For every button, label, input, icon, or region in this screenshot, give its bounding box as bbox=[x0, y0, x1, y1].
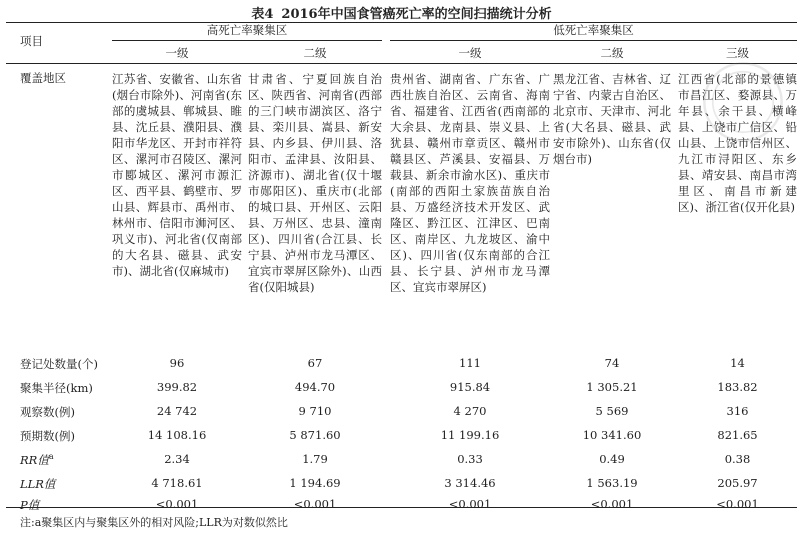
value-cell: 316 bbox=[726, 404, 749, 418]
value-cell: 11 199.16 bbox=[440, 428, 500, 442]
value-cell: 74 bbox=[604, 356, 620, 370]
value-cell: 4 270 bbox=[453, 404, 487, 418]
value-cell: 3 314.46 bbox=[444, 476, 496, 490]
value-cell: 0.49 bbox=[599, 452, 625, 466]
value-cell: 4 718.61 bbox=[151, 476, 203, 490]
value-cell: 9 710 bbox=[298, 404, 332, 418]
value-cell: <0.001 bbox=[293, 497, 337, 511]
table-footnote: 注:a聚集区内与聚集区外的相对风险;LLR为对数似然比 bbox=[20, 516, 288, 529]
journal-seal-watermark bbox=[701, 60, 785, 144]
value-cell: 0.33 bbox=[457, 452, 483, 466]
row-label: 观察数(例) bbox=[20, 405, 75, 419]
level-header-low-2: 二级 bbox=[600, 46, 624, 60]
level-header-low-1: 一级 bbox=[458, 46, 482, 60]
low-group-header: 低死亡率聚集区 bbox=[553, 23, 634, 37]
row-label: P值 bbox=[20, 498, 40, 512]
row-label: LLR值 bbox=[20, 477, 56, 491]
value-cell: 67 bbox=[307, 356, 323, 370]
row-label: 聚集半径(km) bbox=[20, 381, 93, 395]
level-header-low-3: 三级 bbox=[726, 46, 749, 60]
coverage-low-3: 江西省(北部的景德镇市昌江区、婺源县、万年县、余干县、横峰县、上饶市广信区、铅山县、上饶市信州区、九江市浔阳区、东乡县、靖安县、南昌市湾里区、南昌市新建区)、浙江省(仅开化县) bbox=[678, 72, 797, 214]
value-cell: 494.70 bbox=[294, 380, 336, 394]
value-cell: 1 563.19 bbox=[586, 476, 638, 490]
value-cell: 2.34 bbox=[164, 452, 190, 466]
coverage-low-1: 贵州省、湖南省、广东省、广西壮族自治区、云南省、海南省、福建省、江西省(西南部的大余县、龙南县、崇义县、上犹县、赣州市章贡区、赣州市赣县区、芦溪县、安福县、万载县、新余市渝水区)、重庆市(南部的西阳土家族苗族自治县、万盛经济技术开发区、武隆区、黔江区、江津区、巴南区、南岸区、九龙坡区、渝中区)、四川省(仅东南部的合江县、长宁县、泸州市龙马潭区、宜宾市翠屏区) bbox=[390, 72, 550, 294]
low-group-underline bbox=[390, 40, 797, 41]
value-cell: <0.001 bbox=[716, 497, 759, 511]
value-cell: 14 bbox=[730, 356, 745, 370]
value-cell: 821.65 bbox=[717, 428, 758, 442]
value-cell: 183.82 bbox=[717, 380, 758, 394]
table-title: 2016年中国食管癌死亡率的空间扫描统计分析 bbox=[281, 7, 552, 22]
coverage-label: 覆盖地区 bbox=[20, 71, 66, 85]
level-header-high-2: 二级 bbox=[303, 46, 327, 60]
value-cell: 5 569 bbox=[595, 404, 629, 418]
value-cell: 14 108.16 bbox=[147, 428, 207, 442]
high-group-header: 高死亡率聚集区 bbox=[206, 23, 288, 37]
row-label: 预期数(例) bbox=[20, 429, 75, 443]
row-label: 登记处数量(个) bbox=[20, 357, 98, 371]
table-caption bbox=[0, 3, 803, 22]
value-cell: 399.82 bbox=[156, 380, 198, 394]
value-cell: 1.79 bbox=[302, 452, 328, 466]
coverage-high-2: 甘肃省、宁夏回族自治区、陕西省、河南省(西部的三门峡市湖滨区、洛宁县、栾川县、嵩县、新安县、内乡县、伊川县、洛阳市、孟津县、汝阳县、济源市)、湖北省(仅十堰市郧阳区)、重庆市(北部的城口县、开州区、云阳县、万州区、忠县、潼南区)、四川省(合江县、长宁县、泸州市龙马潭区、宜宾市翠屏区除外)、山西省(仅阳城县) bbox=[248, 72, 382, 294]
value-cell: 24 742 bbox=[156, 404, 198, 418]
value-cell: 111 bbox=[459, 356, 481, 370]
value-cell: 5 871.60 bbox=[289, 428, 341, 442]
value-cell: 0.38 bbox=[724, 452, 751, 466]
coverage-low-2: 黑龙江省、吉林省、辽宁省、内蒙古自治区、北京市、天津市、河北省(大名县、磁县、武安市除外)、山东省(仅烟台市) bbox=[553, 72, 671, 166]
item-header: 项目 bbox=[20, 34, 43, 48]
row-label: RR值$^a$ bbox=[20, 452, 54, 467]
value-cell: <0.001 bbox=[155, 497, 199, 511]
value-cell: 1 194.69 bbox=[289, 476, 341, 490]
coverage-high-1: 江苏省、安徽省、山东省(烟台市除外)、河南省(东部的虞城县、郸城县、睢县、沈丘县、濮阳县、濮阳市华龙区、开封市祥符区、漯河市召陵区、漯河市郾城区、漯河市源汇区、西平县、鹤壁市、罗山县、辉县市、禹州市、林州市、信阳市浉河区、巩义市)、河北省(仅南部的大名县、磁县、武安市)、湖北省(仅麻城市) bbox=[112, 72, 242, 278]
table-number: 表4 bbox=[251, 7, 274, 22]
value-cell: 1 305.21 bbox=[586, 380, 638, 394]
high-group-underline bbox=[112, 40, 382, 41]
value-cell: <0.001 bbox=[448, 497, 492, 511]
value-cell: 96 bbox=[169, 356, 185, 370]
value-cell: 205.97 bbox=[717, 476, 758, 490]
header-bottom-rule bbox=[6, 63, 797, 64]
value-cell: 915.84 bbox=[449, 380, 491, 394]
level-header-high-1: 一级 bbox=[165, 46, 189, 60]
value-cell: <0.001 bbox=[590, 497, 634, 511]
value-cell: 10 341.60 bbox=[582, 428, 642, 442]
